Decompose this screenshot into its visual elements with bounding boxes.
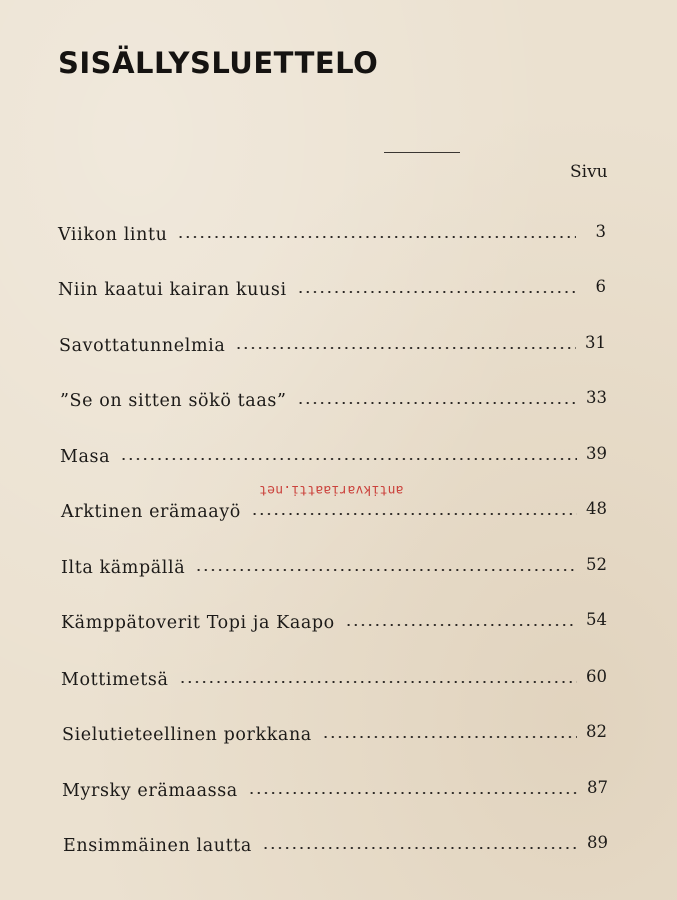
- page-title: SISÄLLYSLUETTELO: [58, 46, 379, 80]
- dot-leader: [345, 610, 577, 628]
- toc-entry-page: 6: [595, 277, 606, 296]
- toc-entry-title: Niin kaatui kairan kuusi: [58, 280, 287, 300]
- toc-entry-page: 31: [585, 333, 606, 352]
- watermark: antikvariaatti.net: [259, 482, 404, 497]
- toc-entry-page: 89: [587, 833, 608, 852]
- dot-leader: [120, 444, 577, 462]
- dot-leader: [297, 388, 577, 406]
- toc-entry: [62, 778, 608, 802]
- dot-leader: [322, 722, 577, 740]
- toc-entry-title: Masa: [60, 447, 111, 467]
- toc-entry-title: Arktinen erämaayö: [61, 502, 241, 522]
- toc-entry: [61, 555, 607, 579]
- dot-leader: [179, 667, 577, 685]
- dot-leader: [262, 833, 578, 851]
- toc-entry: [63, 833, 608, 857]
- toc-entry-page: 3: [595, 222, 606, 241]
- toc-entry-title: Mottimetsä: [61, 670, 169, 690]
- toc-entry: [62, 722, 607, 746]
- toc-entry-title: Savottatunnelmia: [59, 336, 226, 356]
- toc-entry-title: Ensimmäinen lautta: [63, 836, 252, 856]
- page-column-label: Sivu: [570, 162, 608, 182]
- toc-entry-page: 60: [586, 667, 607, 686]
- toc-entry-page: 87: [587, 778, 608, 797]
- toc-entry: [61, 499, 607, 523]
- toc-entry-title: Kämppätoverit Topi ja Kaapo: [61, 613, 335, 633]
- toc-entry: [59, 333, 606, 357]
- dot-leader: [235, 333, 576, 351]
- toc-entry-page: 52: [586, 555, 607, 574]
- dot-leader: [251, 499, 577, 517]
- toc-entry-title: Ilta kämpällä: [61, 558, 186, 578]
- toc-entry-page: 82: [586, 722, 607, 741]
- toc-entry-page: 54: [586, 610, 607, 629]
- toc-entry-page: 48: [586, 499, 607, 518]
- dot-leader: [297, 277, 576, 295]
- toc-entry: [58, 222, 606, 246]
- toc-entry-title: Sielutieteellinen porkkana: [62, 725, 312, 745]
- toc-entry: [60, 388, 607, 412]
- dot-leader: [177, 222, 576, 240]
- toc-entry: [61, 610, 607, 634]
- toc-entry-title: Myrsky erämaassa: [62, 781, 238, 801]
- toc-entry: [61, 667, 607, 691]
- toc-entry: [58, 277, 606, 301]
- toc-entry-page: 39: [586, 444, 607, 463]
- toc-entry-title: ”Se on sitten sökö taas”: [60, 391, 287, 411]
- toc-entry-page: 33: [586, 388, 607, 407]
- dot-leader: [248, 778, 578, 796]
- toc-entry: [60, 444, 607, 468]
- toc-entry-title: Viikon lintu: [58, 225, 168, 245]
- dot-leader: [195, 555, 577, 573]
